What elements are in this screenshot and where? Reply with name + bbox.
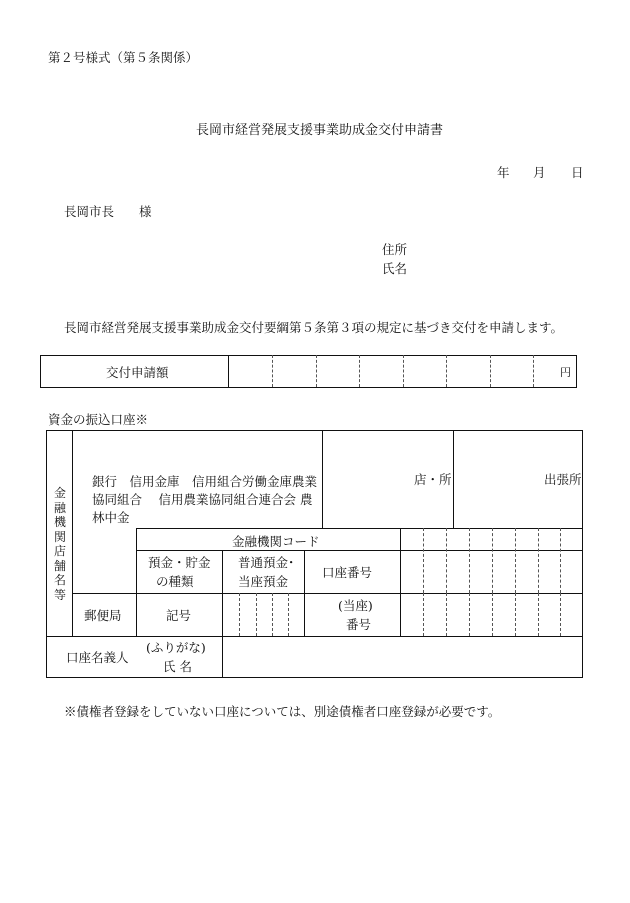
addressee: 長岡市長 様 bbox=[64, 204, 152, 219]
branch-label: 店・所 bbox=[414, 472, 452, 487]
name-label: 氏名 bbox=[382, 261, 408, 276]
institution-types-1: 銀行 信用金庫 信用組合労働金庫農業 bbox=[92, 474, 318, 489]
deposit-options-2: 当座預金 bbox=[238, 574, 289, 589]
holder-name-label: 氏 名 bbox=[163, 659, 192, 674]
date-month: 月 bbox=[533, 165, 546, 180]
deposit-type-label-2: の種類 bbox=[156, 574, 194, 589]
statement: 長岡市経営発展支援事業助成金交付要綱第５条第３項の規定に基づき交付を申請します。 bbox=[64, 320, 564, 335]
bank-code-label: 金融機関コード bbox=[232, 534, 320, 549]
bank-heading: 資金の振込口座※ bbox=[48, 412, 149, 427]
post-office-label: 郵便局 bbox=[84, 608, 122, 623]
date-day: 日 bbox=[571, 165, 584, 180]
symbol-label: 記号 bbox=[166, 608, 192, 623]
side-label: 金融機関店舗名等 bbox=[53, 486, 66, 602]
deposit-options-1: 普通預金･ bbox=[238, 555, 295, 570]
current-label-2: 番号 bbox=[346, 617, 372, 632]
account-number-label: 口座番号 bbox=[322, 565, 373, 580]
holder-label: 口座名義人 bbox=[66, 650, 129, 665]
document-title: 長岡市経営発展支援事業助成金交付申請書 bbox=[196, 123, 444, 138]
date-year: 年 bbox=[497, 165, 510, 180]
current-label-1: (当座) bbox=[338, 598, 373, 613]
amount-label: 交付申請額 bbox=[106, 365, 169, 380]
footnote: ※債権者登録をしていない口座については、別途債権者口座登録が必要です。 bbox=[64, 704, 501, 719]
address-label: 住所 bbox=[382, 242, 408, 257]
yen-unit: 円 bbox=[560, 366, 571, 379]
furigana-label: (ふりがな) bbox=[146, 640, 206, 655]
sub-branch-label: 出張所 bbox=[544, 472, 582, 487]
institution-types-2: 協同組合 信用農業協同組合連合会 農 bbox=[92, 492, 313, 507]
institution-types-3: 林中金 bbox=[92, 510, 130, 525]
form-number: 第２号様式（第５条関係） bbox=[48, 50, 199, 65]
deposit-type-label-1: 預金・貯金 bbox=[148, 555, 211, 570]
